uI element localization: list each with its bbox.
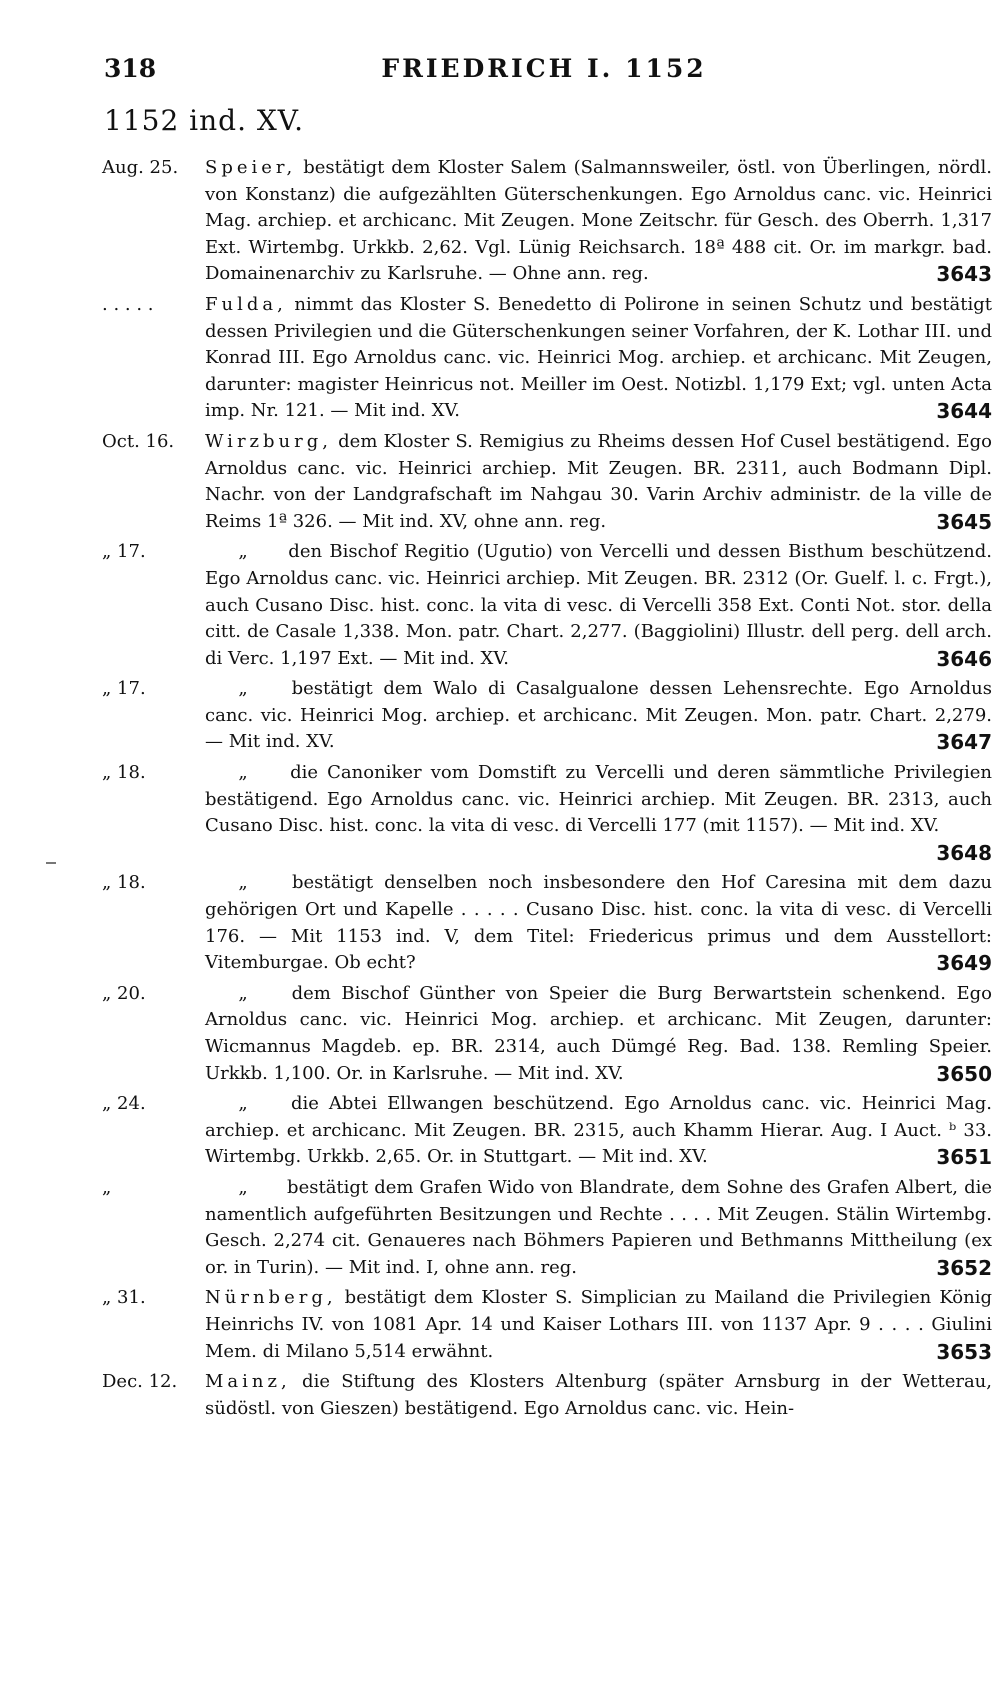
entry-body <box>205 292 992 425</box>
regest-number: 3650 <box>936 1061 992 1086</box>
regest-number: 3652 <box>936 1255 992 1280</box>
running-title: FRIEDRICH I. 1152 <box>381 54 707 83</box>
ditto-mark: „ <box>238 1093 248 1115</box>
regesta-entries <box>102 155 992 1426</box>
page-number: 318 <box>104 54 157 83</box>
entry-date: „ <box>102 1176 112 1198</box>
entry-body <box>205 1091 992 1171</box>
regest-entry <box>102 981 992 1087</box>
regest-number: 3645 <box>936 509 992 534</box>
entry-body <box>205 429 992 535</box>
entry-place: Fulda, <box>205 293 287 315</box>
entry-date: „ 18. <box>102 872 146 894</box>
entry-text: bestätigt denselben noch insbesondere den Hof Caresina mit dem dazu gehörigen Ort und Kapelle . . . . . Cusano Disc. hist. conc. la vita di vesc. di Vercelli 176. — Mit 1153 ind. V, dem Titel: Friedericus primus und dem Ausstellort: Vitemburgae. Ob echt? <box>205 872 992 974</box>
entry-text: bestätigt dem Kloster Salem (Salmannsweiler, östl. von Überlingen, nördl. von Konstanz) die aufgezählten Güterschenkungen. Ego Arnoldus canc. vic. Heinrici Mag. archiep. et archicanc. Mit Zeugen. Mone Zeitschr. für Gesch. des Oberrh. 1,317 Ext. Wirtembg. Urkkb. 2,62. Vgl. Lünig Reichsarch. 18ª 488 cit. Or. im markgr. bad. Domainenarchiv zu Karlsruhe. — Ohne ann. reg. <box>205 157 992 285</box>
margin-mark <box>46 862 56 864</box>
regest-entry <box>102 1369 992 1422</box>
entry-date: „ 31. <box>102 1287 146 1309</box>
entry-place: Nürnberg, <box>205 1287 337 1309</box>
entry-text: nimmt das Kloster S. Benedetto di Polirone in seinen Schutz und bestätigt dessen Privilegien und die Güterschenkungen seiner Vorfahren, der K. Lothar III. und Konrad III. Ego Arnoldus canc. vic. Heinrici Mog. archiep. et archicanc. Mit Zeugen, darunter: magister Heinricus not. Meiller im Oest. Notizbl. 1,179 Ext; vgl. unten Acta imp. Nr. 121. — Mit ind. XV. <box>205 293 992 422</box>
regest-entry <box>102 760 992 866</box>
entry-body <box>205 1369 992 1422</box>
regest-number: 3646 <box>936 646 992 671</box>
entry-date: Oct. 16. <box>102 430 175 452</box>
regest-entry <box>102 155 992 288</box>
entry-body <box>205 760 992 866</box>
entry-body <box>205 1175 992 1281</box>
regest-number: 3643 <box>936 262 992 287</box>
entry-body <box>205 539 992 672</box>
entry-text: bestätigt dem Kloster S. Simplician zu Mailand die Privilegien König Heinrichs IV. von 1081 Apr. 14 und Kaiser Lothars III. von 1137 Apr. 9 . . . . Giulini Mem. di Milano 5,514 erwähnt. <box>205 1287 992 1362</box>
ditto-mark: „ <box>238 678 248 700</box>
page-header <box>104 54 984 90</box>
entry-text: die Stiftung des Klosters Altenburg (später Arnsburg in der Wetterau, südöstl. von Gieszen) bestätigend. Ego Arnoldus canc. vic. Hein- <box>205 1371 992 1419</box>
entry-body <box>205 870 992 976</box>
regest-entry <box>102 292 992 425</box>
ditto-mark: „ <box>238 872 248 894</box>
regest-number: 3653 <box>936 1339 992 1364</box>
regest-entry <box>102 676 992 756</box>
regest-entry <box>102 1175 992 1281</box>
entry-place: Speier, <box>205 157 297 178</box>
regest-entry <box>102 1091 992 1171</box>
entry-text: die Abtei Ellwangen beschützend. Ego Arnoldus canc. vic. Heinrici Mag. archiep. et archicanc. Mit Zeugen. BR. 2315, auch Khamm Hierar. Aug. I Auct. ᵇ 33. Wirtembg. Urkkb. 2,65. Or. in Stuttgart. — Mit ind. XV. <box>205 1093 992 1168</box>
ditto-mark: „ <box>238 1176 248 1198</box>
entry-body <box>205 1285 992 1365</box>
regest-entry <box>102 539 992 672</box>
entry-date: . . . . . <box>102 293 154 315</box>
entry-text: bestätigt dem Grafen Wido von Blandrate, dem Sohne des Grafen Albert, die namentlich aufgeführten Besitzungen und Rechte . . . . Mit Zeugen. Stälin Wirtembg. Gesch. 2,274 cit. Genaueres nach Böhmers Papieren und Bethmanns Mittheilung (ex or. in Turin). — Mit ind. I, ohne ann. reg. <box>205 1176 992 1278</box>
regest-number: 3651 <box>936 1145 992 1170</box>
regest-entry <box>102 870 992 976</box>
entry-date: „ 20. <box>102 982 146 1004</box>
entry-date: „ 17. <box>102 678 146 700</box>
ditto-mark: „ <box>238 982 248 1004</box>
entry-date: „ 17. <box>102 541 146 563</box>
ditto-mark: „ <box>238 762 248 784</box>
entry-body <box>205 155 992 288</box>
regest-number: 3648 <box>936 840 992 865</box>
entry-text: dem Bischof Günther von Speier die Burg Berwartstein schenkend. Ego Arnoldus canc. vic. Heinrici Mog. archiep. et archicanc. Mit Zeugen, darunter: Wicmannus Magdeb. ep. BR. 2314, auch Dümgé Reg. Bad. 138. Remling Speier. Urkkb. 1,100. Or. in Karlsruhe. — Mit ind. XV. <box>205 982 992 1084</box>
entry-body <box>205 981 992 1087</box>
entry-date: „ 24. <box>102 1093 146 1115</box>
year-heading: 1152 ind. XV. <box>104 104 305 137</box>
entry-place: Wirzburg, <box>205 430 332 452</box>
entry-place: Mainz, <box>205 1371 291 1393</box>
entry-text: bestätigt dem Walo di Casalgualone dessen Lehensrechte. Ego Arnoldus canc. vic. Heinrici Mog. archiep. et archicanc. Mit Zeugen. Mon. patr. Chart. 2,279. — Mit ind. XV. <box>205 678 992 753</box>
entry-body <box>205 676 992 756</box>
entry-date: Dec. 12. <box>102 1371 178 1393</box>
entry-text: die Canoniker vom Domstift zu Vercelli und deren sämmtliche Privilegien bestätigend. Ego Arnoldus canc. vic. Heinrici archiep. Mit Zeugen. BR. 2313, auch Cusano Disc. hist. conc. la vita di vesc. di Vercelli 177 (mit 1157). — Mit ind. XV. <box>205 762 992 837</box>
regest-number: 3649 <box>936 951 992 976</box>
entry-date: „ 18. <box>102 762 146 784</box>
regest-number: 3647 <box>936 730 992 755</box>
entry-text: dem Kloster S. Remigius zu Rheims dessen Hof Cusel bestätigend. Ego Arnoldus canc. vic. Heinrici archiep. Mit Zeugen. BR. 2311, auch Bodmann Dipl. Nachr. von der Landgrafschaft im Nahgau 30. Varin Archiv administr. de la ville de Reims 1ª 326. — Mit ind. XV, ohne ann. reg. <box>205 430 992 532</box>
entry-date: Aug. 25. <box>102 157 179 178</box>
entry-text: den Bischof Regitio (Ugutio) von Vercelli und dessen Bisthum beschützend. Ego Arnoldus canc. vic. Heinrici archiep. Mit Zeugen. BR. 2312 (Or. Guelf. l. c. Frgt.), auch Cusano Disc. hist. conc. la vita di vesc. di Vercelli 358 Ext. Conti Not. stor. della citt. de Casale 1,338. Mon. patr. Chart. 2,277. (Baggiolini) Illustr. dell perg. dell arch. di Verc. 1,197 Ext. — Mit ind. XV. <box>205 541 992 669</box>
regest-entry <box>102 429 992 535</box>
regest-entry <box>102 1285 992 1365</box>
ditto-mark: „ <box>238 541 248 563</box>
regest-number: 3644 <box>936 399 992 424</box>
